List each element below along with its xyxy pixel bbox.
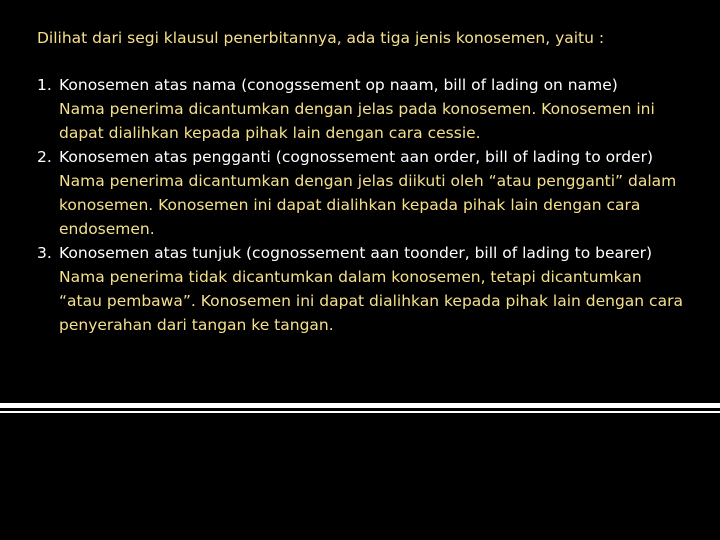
item-heading: Konosemen atas nama (conogssement op naam, bill of lading on name) — [59, 76, 618, 94]
item-description: Nama penerima dicantumkan dengan jelas diikuti oleh “atau pengganti” dalam konosemen. Konosemen ini dapat dialihkan kepada pihak lain dengan cara endosemen. — [59, 172, 677, 238]
item-number: 1. — [37, 76, 52, 94]
item-description: Nama penerima tidak dicantumkan dalam konosemen, tetapi dicantumkan “atau pembawa”. Konosemen ini dapat dialihkan kepada pihak lain dengan cara penyerahan dari tangan ke tangan. — [59, 268, 683, 334]
intro-text: Dilihat dari segi klausul penerbitannya, ada tiga jenis konosemen, yaitu : — [37, 29, 605, 47]
item-heading: Konosemen atas tunjuk (cognossement aan toonder, bill of lading to bearer) — [59, 244, 653, 262]
item-number: 3. — [37, 244, 52, 262]
item-number: 2. — [37, 148, 52, 166]
divider-rule-thick — [0, 403, 720, 408]
divider-rule-thin — [0, 411, 720, 413]
list-item — [37, 145, 689, 241]
konosemen-type-list — [37, 73, 689, 337]
list-item — [37, 241, 689, 337]
item-description: Nama penerima dicantumkan dengan jelas pada konosemen. Konosemen ini dapat dialihkan kepada pihak lain dengan cara cessie. — [59, 100, 655, 142]
list-item — [37, 73, 689, 145]
item-heading: Konosemen atas pengganti (cognossement aan order, bill of lading to order) — [59, 148, 654, 166]
